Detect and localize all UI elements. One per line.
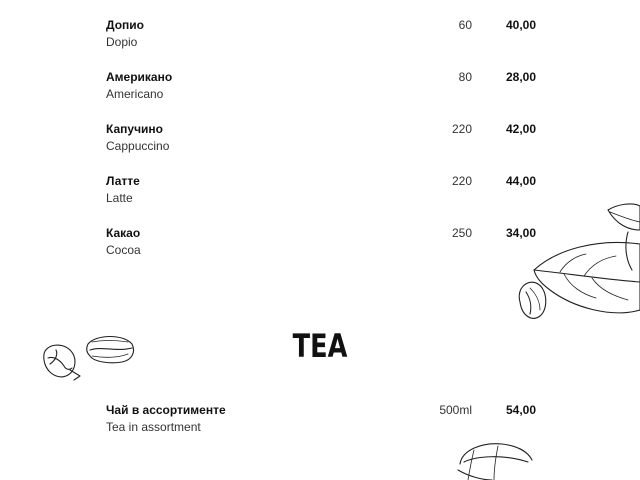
item-price: 40,00: [505, 18, 536, 32]
menu-item-cappuccino: [0, 121, 640, 161]
item-name-en: Americano: [106, 87, 164, 101]
menu-item-dopio: [0, 17, 640, 57]
item-price: 34,00: [505, 226, 536, 240]
item-name-ru: Какао: [106, 226, 141, 240]
tea-cup-icon: [452, 440, 542, 480]
item-size: 250: [451, 226, 472, 240]
section-title-tea: TEA: [292, 327, 348, 365]
menu-item-americano: [0, 69, 640, 109]
item-size: 80: [458, 70, 472, 84]
item-size: 500ml: [439, 403, 472, 417]
item-name-en: Dopio: [106, 35, 138, 49]
item-name-ru: Американо: [106, 70, 173, 84]
item-name-ru: Допио: [106, 18, 144, 32]
item-size: 220: [451, 122, 472, 136]
item-name-ru: Капучино: [106, 122, 163, 136]
coffee-beans-icon: [36, 330, 140, 386]
item-name-ru: Чай в ассортименте: [106, 403, 226, 417]
item-size: 60: [458, 18, 472, 32]
item-price: 54,00: [505, 403, 536, 417]
item-name-en: Cocoa: [106, 243, 141, 257]
item-price: 28,00: [505, 70, 536, 84]
item-price: 42,00: [505, 122, 536, 136]
menu-item-tea-assortment: [0, 402, 640, 442]
item-name-ru: Латте: [106, 174, 140, 188]
item-name-en: Latte: [106, 191, 133, 205]
tea-leaves-icon: [500, 200, 640, 350]
item-name-en: Tea in assortment: [106, 420, 201, 434]
item-name-en: Cappuccino: [106, 139, 170, 153]
item-size: 220: [451, 174, 472, 188]
item-price: 44,00: [505, 174, 536, 188]
